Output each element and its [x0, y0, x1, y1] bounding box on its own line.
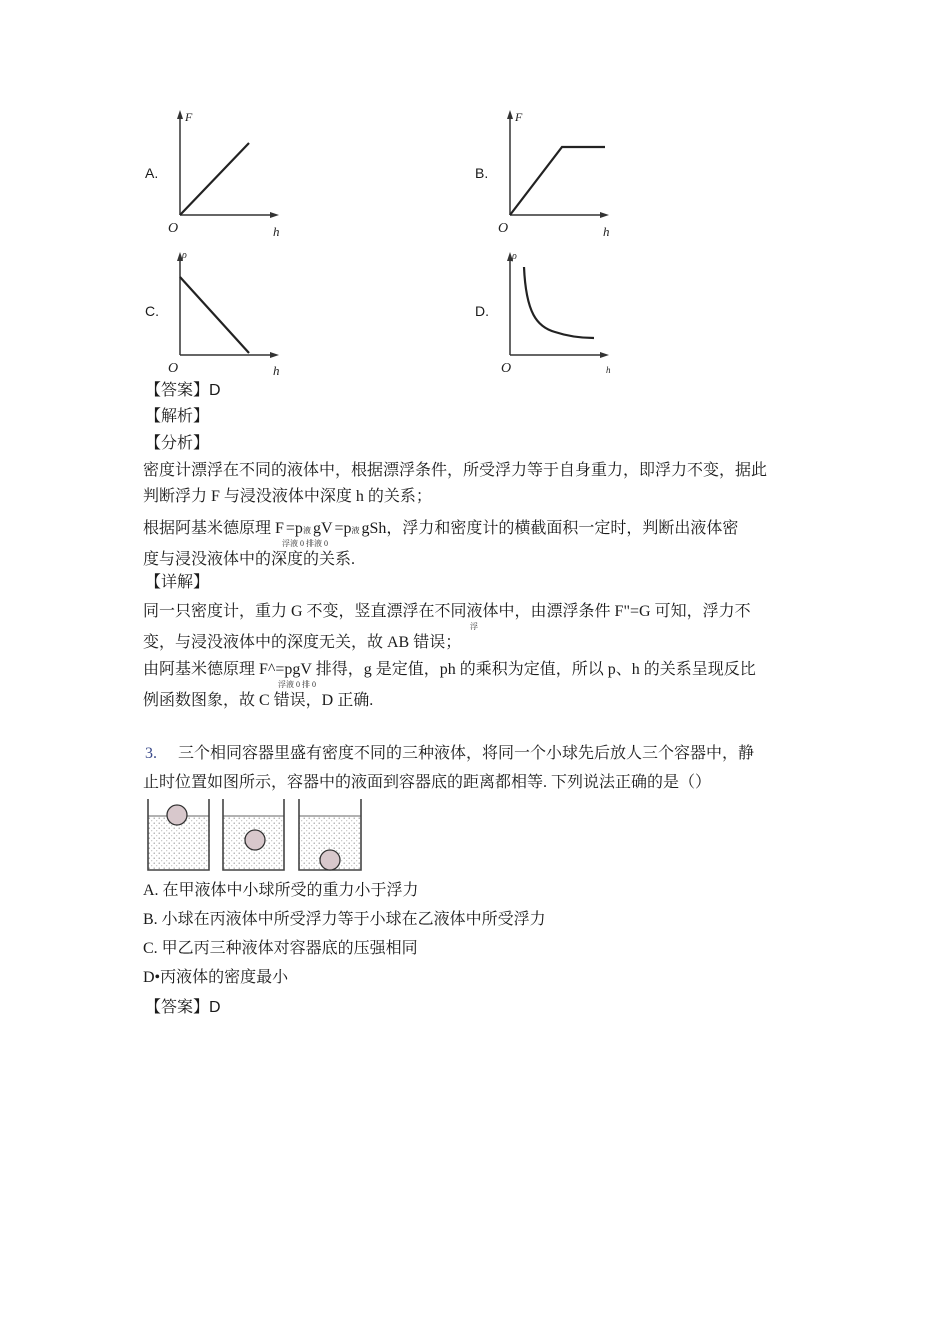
- option-d-label: D.: [475, 303, 489, 319]
- graph-b-x-arrow: [600, 212, 609, 218]
- q2-para2-seg-c: gV: [312, 520, 333, 537]
- container-bing: [299, 799, 361, 870]
- graph-d: [495, 245, 620, 375]
- graph-b-origin: O: [498, 221, 509, 236]
- ball-jia: [167, 805, 187, 825]
- graph-a-y-label: F: [185, 110, 193, 124]
- graph-d-curve: [524, 267, 594, 338]
- graph-d-origin: O: [501, 361, 512, 375]
- q2-para2-seg-b: =p: [285, 520, 303, 537]
- q3-option-c: C. 甲乙丙三种液体对容器底的压强相同: [143, 940, 418, 957]
- graph-a-origin: O: [168, 221, 179, 236]
- q2-para4-line2: 例函数图象，故 C 错误，D 正确.: [143, 692, 374, 709]
- q3-stem-line2: 止时位置如图所示，容器中的液面到容器底的距离都相等. 下列说法正确的是（）: [143, 774, 712, 791]
- q2-para4-line1: 由阿基米德原理 F^=pgV 排得，g 是定值，ph 的乘积为定值，所以 p、h 的关系呈现反比: [143, 661, 756, 678]
- q2-para2-seg-a: 根据阿基米德原理 F: [143, 520, 284, 537]
- graph-a-y-arrow: [177, 110, 183, 119]
- q2-para2-line2: 度与浸没液体中的深度的关系.: [143, 551, 356, 568]
- graph-d-y-label: ρ: [512, 251, 517, 262]
- q3-answer: 【答案】D: [145, 999, 221, 1016]
- graph-b-x-label: h: [603, 224, 610, 239]
- graph-a-x-label: h: [273, 224, 280, 239]
- q3-stem-line1: 三个相同容器里盛有密度不同的三种液体，将同一个小球先后放人三个容器中，静: [178, 745, 755, 762]
- q2-xiangjie-heading: 【详解】: [145, 574, 210, 591]
- ball-bing: [320, 850, 340, 870]
- q3-containers-figure: [143, 797, 368, 875]
- graph-c: [165, 245, 285, 378]
- option-a-label: A.: [145, 165, 159, 181]
- q3-number: 3.: [145, 745, 157, 762]
- q2-fenxi-heading: 【分析】: [145, 435, 210, 452]
- graph-a-curve: [180, 143, 249, 215]
- option-c-label: C.: [145, 303, 159, 319]
- graph-b-y-arrow: [507, 110, 513, 119]
- graph-c-x-arrow: [270, 352, 279, 358]
- graph-a-x-arrow: [270, 212, 279, 218]
- q3-option-b: B. 小球在丙液体中所受浮力等于小球在乙液体中所受浮力: [143, 911, 546, 928]
- q2-para4-subscript: 浮液 0 排 0: [278, 680, 316, 689]
- graph-c-y-label: ρ: [182, 250, 187, 261]
- q2-answer: 【答案】D: [145, 382, 221, 399]
- q2-analysis-heading: 【解析】: [145, 408, 210, 425]
- q3-option-d: D•丙液体的密度最小: [143, 969, 289, 986]
- ball-yi: [245, 830, 265, 850]
- q2-para2-seg-d: =p: [334, 520, 352, 537]
- q2-para3-line2: 变，与浸没液体中的深度无关，故 AB 错误；: [143, 634, 462, 651]
- container-jia: [148, 799, 209, 870]
- option-b-label: B.: [475, 165, 489, 181]
- q2-para1-line2: 判断浮力 F 与浸没液体中深度 h 的关系；: [143, 488, 432, 505]
- q2-para3-subscript: 浮: [470, 622, 478, 631]
- graph-b-curve: [510, 147, 605, 215]
- q2-para1-line1: 密度计漂浮在不同的液体中，根据漂浮条件，所受浮力等于自身重力，即浮力不变，据此: [143, 462, 768, 479]
- graph-a: [165, 105, 285, 240]
- graph-d-x-label: h: [606, 365, 611, 375]
- container-yi: [223, 799, 284, 870]
- graph-b: [495, 105, 620, 240]
- graph-b-y-label: F: [515, 110, 523, 124]
- graph-c-origin: O: [168, 361, 179, 376]
- q2-para2-subscript: 浮液 0 排液 0: [282, 539, 328, 548]
- q3-option-a: A. 在甲液体中小球所受的重力小于浮力: [143, 882, 419, 899]
- q2-para3-line1: 同一只密度计，重力 G 不变，竖直漂浮在不同液体中，由漂浮条件 F"=G 可知，浮力不: [143, 603, 751, 620]
- q2-para2-line1: 根据阿基米德原理 F =p液 gV =p液 gSh，浮力和密度计的横截面积一定时，判断出液体密: [143, 520, 739, 537]
- graph-c-x-label: h: [273, 363, 280, 378]
- graph-c-curve: [180, 277, 249, 353]
- q2-para2-seg-e: gSh，浮力和密度计的横截面积一定时，判断出液体密: [361, 520, 739, 537]
- graph-d-x-arrow: [600, 352, 609, 358]
